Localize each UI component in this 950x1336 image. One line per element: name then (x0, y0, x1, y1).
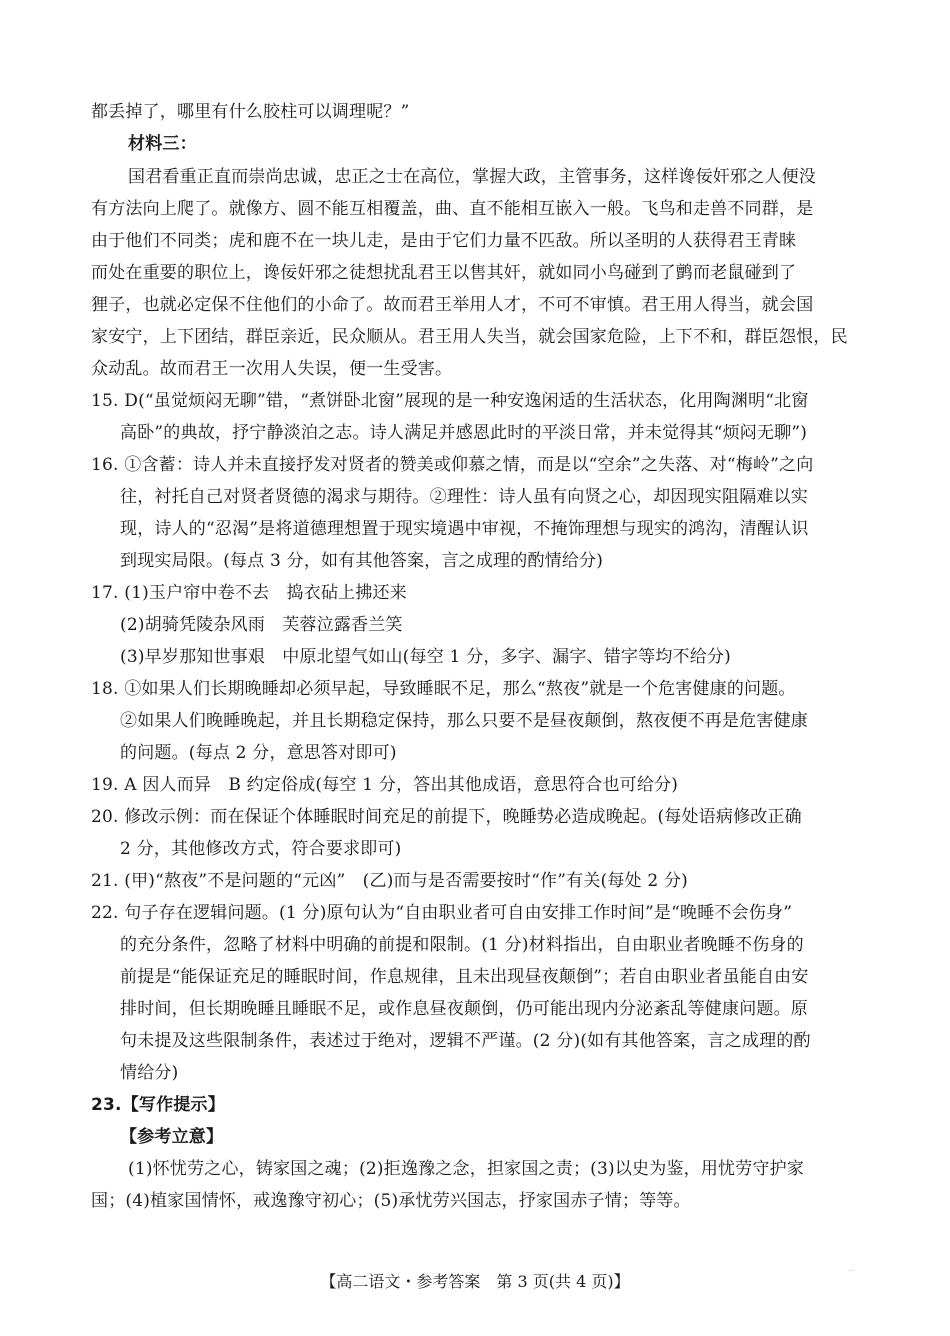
text-line: 而处在重要的职位上，谗佞奸邪之徒想扰乱君王以售其奸，就如同小鸟碰到了鹯而老鼠碰到了 (91, 263, 797, 283)
answer-16-line: 到现实局限。(每点 3 分，如有其他答案，言之成理的酌情给分) (120, 551, 604, 571)
reference-theme-line: (1)怀忧劳之心，铸家国之魂；(2)拒逸豫之念，担家国之责；(3)以史为鉴，用忧劳守护家 (128, 1159, 805, 1179)
answer-22-line: 句未提及这些限制条件，表述过于绝对，逻辑不严谨。(2 分)(如有其他答案，言之成理的酌 (120, 1031, 811, 1051)
answer-17-line: 17. (1)玉户帘中卷不去 捣衣砧上拂还来 (91, 583, 407, 603)
answer-20-line: 20. 修改示例：而在保证个体睡眠时间充足的前提下，晚睡势必造成晚起。(每处语病修改正确 (91, 807, 802, 827)
answer-22-line: 情给分) (120, 1063, 179, 1083)
answer-16-line: 16. ①含蓄：诗人并未直接抒发对贤者的赞美或仰慕之情，而是以“空余”之失落、对“梅岭”之向 (91, 455, 814, 475)
text-line: 有方法向上爬了。就像方、圆不能互相覆盖，曲、直不能相互嵌入一般。飞鸟和走兽不同群，是 (91, 199, 814, 219)
text-line: 狸子，也就必定保不住他们的小命了。故而君王举用人才，不可不审慎。君王用人得当，就会国 (91, 295, 814, 315)
answer-22-line: 的充分条件，忽略了材料中明确的前提和限制。(1 分)材料指出，自由职业者晚睡不伤身的 (120, 935, 804, 955)
text-line: 众动乱。故而君王一次用人失误，便一生受害。 (91, 359, 453, 379)
answer-18-line: 的问题。(每点 2 分，意思答对即可) (120, 743, 397, 763)
reference-theme-line: 国；(4)植家国情怀，戒逸豫守初心；(5)承忧劳兴国志，抒家国赤子情；等等。 (91, 1191, 691, 1211)
text-line: 由于他们不同类；虎和鹿不在一块儿走，是由于它们力量不匹敌。所以圣明的人获得君王青睐 (91, 231, 797, 251)
answer-21-line: 21. (甲)“熬夜”不是问题的“元凶” (乙)而与是否需要按时“作”有关(每处 2 分) (91, 871, 689, 891)
answer-20-line: 2 分，其他修改方式，符合要求即可) (120, 839, 402, 859)
text-line: 国君看重正直而崇尚忠诚，忠正之士在高位，掌握大政，主管事务，这样谗佞奸邪之人便没 (128, 167, 816, 187)
page-footer: 【高二语文・参考答案 第 3 页(共 4 页)】 (320, 1272, 630, 1291)
answer-18-line: ②如果人们晚睡晚起，并且长期稳定保持，那么只要不是昼夜颠倒，熬夜便不再是危害健康 (120, 711, 808, 731)
answer-22-line: 前提是“能保证充足的睡眠时间，作息规律，且未出现昼夜颠倒”；若自由职业者虽能自由安 (120, 967, 809, 987)
answer-22-line: 22. 句子存在逻辑问题。(1 分)原句认为“自由职业者可自由安排工作时间”是“晚睡不会伤身” (91, 903, 793, 923)
text-line: 家安宁，上下团结，群臣亲近，民众顺从。君王用人失当，就会国家危险，上下不和，群臣怨恨，民 (91, 327, 848, 347)
answer-16-line: 现，诗人的“忍渴”是将道德理想置于现实境遇中审视，不掩饰理想与现实的鸿沟，清醒认识 (120, 519, 809, 539)
answer-15-line: 高卧”的典故，抒宁静淡泊之志。诗人满足并感恩此时的平淡日常，并未觉得其“烦闷无聊”) (120, 423, 808, 443)
answer-18-line: 18. ①如果人们长期晚睡却必须早起，导致睡眠不足，那么“熬夜”就是一个危害健康的问题。 (91, 679, 796, 699)
answer-17-line: (3)早岁那知世事艰 中原北望气如山(每空 1 分，多字、漏字、错字等均不给分) (120, 647, 731, 667)
answer-17-line: (2)胡骑凭陵杂风雨 芙蓉泣露香兰笑 (120, 615, 403, 635)
text-line: 都丢掉了，哪里有什么胶柱可以调理呢？” (91, 102, 410, 122)
reference-theme-heading: 【参考立意】 (120, 1127, 224, 1147)
section-heading-material-3: 材料三： (128, 134, 197, 154)
answer-22-line: 排时间，但长期晚睡且睡眠不足，或作息昼夜颠倒，仍可能出现内分泌紊乱等健康问题。原 (120, 999, 808, 1019)
answer-16-line: 往，衬托自己对贤者贤德的渴求与期待。②理性：诗人虽有向贤之心，却因现实阻隔难以实 (120, 487, 808, 507)
writing-tips-heading: 23.【写作提示】 (91, 1095, 225, 1115)
answer-15-line: 15. D(“虽觉烦闷无聊”错，“煮饼卧北窗”展现的是一种安逸闲适的生活状态，化用陶渊明“北窗 (91, 391, 809, 411)
corner-mark: ·· (848, 1266, 855, 1277)
answer-19-line: 19. A 因人而异 B 约定俗成(每空 1 分，答出其他成语，意思符合也可给分) (91, 775, 679, 795)
